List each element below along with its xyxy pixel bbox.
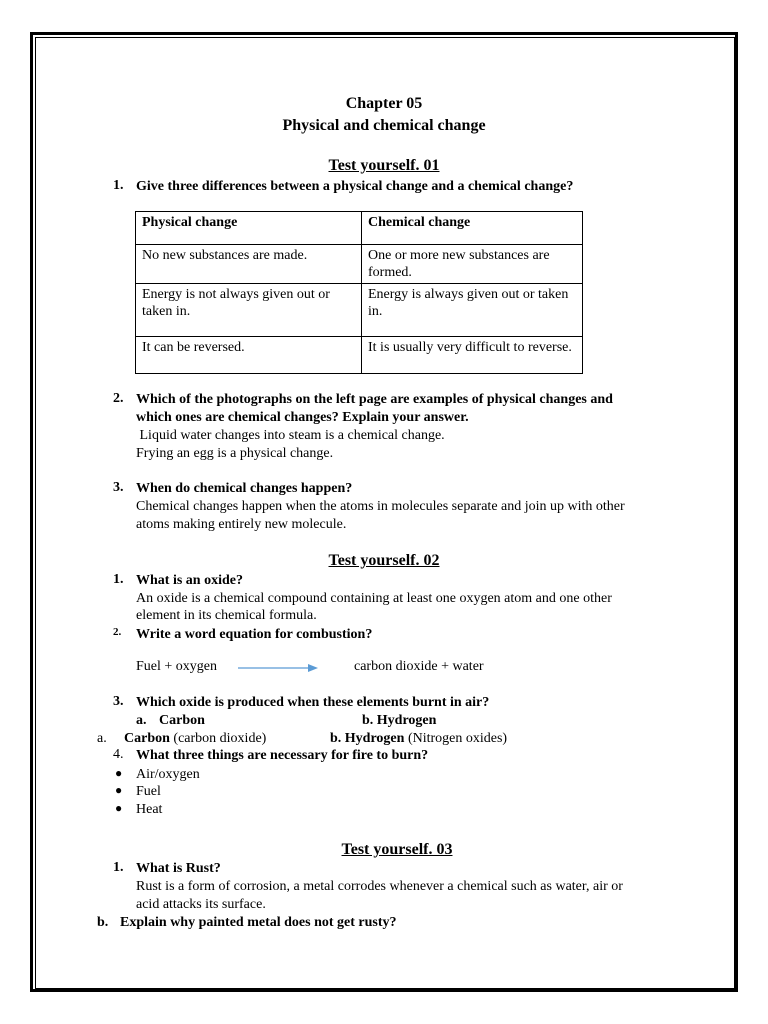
table-cell: It can be reversed. [136, 337, 362, 374]
test1-q2-number: 2. [113, 391, 124, 406]
test3-qb-label: b. [97, 915, 109, 930]
test2-q3-answer-b [330, 730, 507, 747]
test1-q2-answer-line2: Frying an egg is a physical change. [136, 446, 334, 461]
table-cell: Energy is not always given out or taken in. [136, 284, 362, 337]
test2-q1-text: What is an oxide? [136, 573, 243, 588]
table-row [136, 284, 583, 337]
test2-q3-text: Which oxide is produced when these elements burnt in air? [136, 695, 490, 710]
test2-q1-number: 1. [113, 572, 124, 587]
equation-products: carbon dioxide + water [354, 659, 484, 674]
chapter-title: Physical and chemical change [282, 117, 486, 134]
test2-q4-text: What three things are necessary for fire to burn? [136, 748, 429, 763]
answer-a-bold: Carbon [124, 731, 170, 746]
chapter-number: Chapter 05 [345, 95, 423, 112]
list-item: Air/oxygen [136, 767, 200, 782]
test2-q3-option-a-label: a. [136, 713, 147, 728]
test2-q1-answer-line1: An oxide is a chemical compound containing at least one oxygen atom and one other [136, 591, 612, 606]
test2-heading: Test yourself. 02 [328, 552, 440, 569]
test2-q3-option-b: b. Hydrogen [362, 713, 437, 728]
answer-b-rest: (Nitrogen oxides) [404, 731, 508, 746]
test1-q3-answer-line2: atoms making entirely new molecule. [136, 517, 347, 532]
test3-qb-text: Explain why painted metal does not get rusty? [120, 915, 397, 930]
comparison-table [135, 211, 583, 374]
test2-q4-number: 4. [113, 747, 124, 762]
test3-q1-number: 1. [113, 860, 124, 875]
table-header-row [136, 212, 583, 245]
test2-q3-answer-a [124, 730, 266, 747]
table-cell: No new substances are made. [136, 245, 362, 284]
test2-q2-text: Write a word equation for combustion? [136, 627, 373, 642]
test2-q2-number: 2. [113, 626, 122, 638]
table-row [136, 337, 583, 374]
test1-q3-text: When do chemical changes happen? [136, 481, 353, 496]
test1-q3-number: 3. [113, 480, 124, 495]
list-item: Fuel [136, 784, 161, 799]
bullet-icon: ● [115, 766, 123, 780]
bullet-icon: ● [115, 783, 123, 797]
list-item: Heat [136, 802, 163, 817]
answer-b-bold: b. Hydrogen [330, 731, 405, 746]
equation-arrow [236, 662, 320, 674]
test3-q1-answer-line2: acid attacks its surface. [136, 897, 266, 912]
answer-a-rest: (carbon dioxide) [169, 731, 267, 746]
test1-heading: Test yourself. 01 [328, 157, 440, 174]
test3-q1-answer-line1: Rust is a form of corrosion, a metal corrodes whenever a chemical such as water, air or [136, 879, 623, 894]
table-cell: One or more new substances are formed. [362, 245, 583, 284]
test2-q1-answer-line2: element in its chemical formula. [136, 608, 317, 623]
test2-q3-answer-a-label: a. [97, 731, 107, 746]
test3-heading: Test yourself. 03 [341, 841, 453, 858]
table-cell: Energy is always given out or taken in. [362, 284, 583, 337]
table-header-cell: Physical change [136, 212, 362, 245]
test2-q3-option-a: Carbon [159, 713, 205, 728]
test1-q2-text-line2: which ones are chemical changes? Explain your answer. [136, 410, 469, 425]
test1-q1-number: 1. [113, 178, 124, 193]
test3-q1-text: What is Rust? [136, 861, 221, 876]
test1-q3-answer-line1: Chemical changes happen when the atoms in molecules separate and join up with other [136, 499, 625, 514]
arrow-head [308, 664, 318, 672]
test1-q2-text-line1: Which of the photographs on the left page are examples of physical changes and [136, 392, 613, 407]
test1-q2-answer-line1: Liquid water changes into steam is a chemical change. [136, 428, 445, 443]
equation-reactants: Fuel + oxygen [136, 659, 217, 674]
table-row [136, 245, 583, 284]
table-cell: It is usually very difficult to reverse. [362, 337, 583, 374]
test1-q1-text: Give three differences between a physical change and a chemical change? [136, 179, 574, 194]
bullet-icon: ● [115, 801, 123, 815]
test2-q3-number: 3. [113, 694, 124, 709]
table-header-cell: Chemical change [362, 212, 583, 245]
